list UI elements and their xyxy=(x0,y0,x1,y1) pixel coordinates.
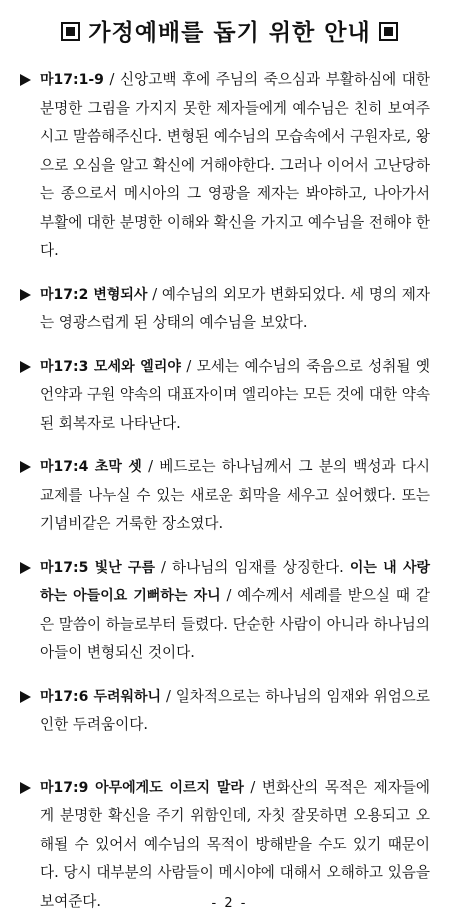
list-item xyxy=(18,353,430,439)
entry-text: 하나님의 임재를 상징한다. xyxy=(172,559,350,576)
page-number: - 2 - xyxy=(0,896,459,911)
separator: / xyxy=(244,779,262,796)
entry-text: 일차적으로는 하나님의 임재와 위엄으로 인한 두려움이다. xyxy=(40,688,430,734)
separator: / xyxy=(181,358,197,375)
separator: / xyxy=(221,587,238,604)
list-item xyxy=(18,683,430,740)
triangle-bullet-icon xyxy=(20,74,31,86)
triangle-bullet-icon xyxy=(20,562,31,574)
triangle-bullet-icon xyxy=(20,361,31,373)
triangle-bullet-icon xyxy=(20,782,31,794)
verse-reference: 마17:4 초막 셋 xyxy=(40,459,142,475)
separator: / xyxy=(161,688,176,705)
list-item xyxy=(18,453,430,539)
entry-list xyxy=(18,66,430,916)
entry-text: 예수께서 세례를 받으실 때 같은 말씀이 하늘로부터 들렸다. 단순한 사람이 아니라 하나님의 아들이 변형되신 것이다. xyxy=(40,587,430,661)
quoted-verse: 이는 내 사랑하는 아들이요 기뻐하는 자니 xyxy=(40,560,430,605)
list-item xyxy=(18,774,430,916)
entry-text: 예수님의 외모가 변화되었다. 세 명의 제자는 영광스럽게 된 상태의 예수님을 보았다. xyxy=(40,286,430,332)
page-title: 가정예배를 돕기 위한 안내 xyxy=(88,20,370,46)
triangle-bullet-icon xyxy=(20,691,31,703)
separator: / xyxy=(142,458,159,475)
verse-reference: 마17:5 빛난 구름 xyxy=(40,560,155,576)
entry-text: 베드로는 하나님께서 그 분의 백성과 다시 교제를 나누실 수 있는 새로운 회막을 세우고 싶어했다. 또는 기념비같은 거룩한 장소였다. xyxy=(40,458,430,532)
list-item xyxy=(18,554,430,668)
page-title-block xyxy=(0,14,459,47)
square-bullet-icon xyxy=(379,22,398,41)
verse-reference: 마17:9 아무에게도 이르지 말라 xyxy=(40,780,244,796)
entry-text: 신앙고백 후에 주님의 죽으심과 부활하심에 대한 분명한 그림을 가지지 못한 제자들에게 예수님은 친히 보여주시고 말씀해주신다. 변형된 예수님의 모습속에서 구원자로, 왕으로 오심을 알고 확신에 거해야한다. 그러나 이어서 고난당하는 종으로서 메시아의 그 영광을 제자는 봐야하고, 나아가서 부활에 대한 분명한 이해와 확신을 가지고 예수님을 전해야 한다. xyxy=(40,71,430,259)
verse-reference: 마17:6 두려워하니 xyxy=(40,689,161,705)
square-bullet-icon xyxy=(61,22,80,41)
verse-reference: 마17:1-9 xyxy=(40,72,104,88)
separator: / xyxy=(147,286,161,303)
separator: / xyxy=(155,559,172,576)
separator: / xyxy=(104,71,120,88)
list-item xyxy=(18,281,430,338)
triangle-bullet-icon xyxy=(20,461,31,473)
triangle-bullet-icon xyxy=(20,289,31,301)
verse-reference: 마17:3 모세와 엘리야 xyxy=(40,359,181,375)
entry-text: 변화산의 목적은 제자들에게 분명한 확신을 주기 위함인데, 자칫 잘못하면 오용되고 오해될 수 있어서 예수님의 목적이 방해받을 수도 있기 때문이다. 당시 대부분의 사람들이 메시야에 대해서 오해하고 있음을 보여준다. xyxy=(40,779,430,910)
verse-reference: 마17:2 변형되사 xyxy=(40,287,147,303)
entry-text: 모세는 예수님의 죽음으로 성취될 옛 언약과 구원 약속의 대표자이며 엘리야는 모든 것에 대한 약속된 회복자로 나타난다. xyxy=(40,358,430,432)
list-item xyxy=(18,66,430,266)
